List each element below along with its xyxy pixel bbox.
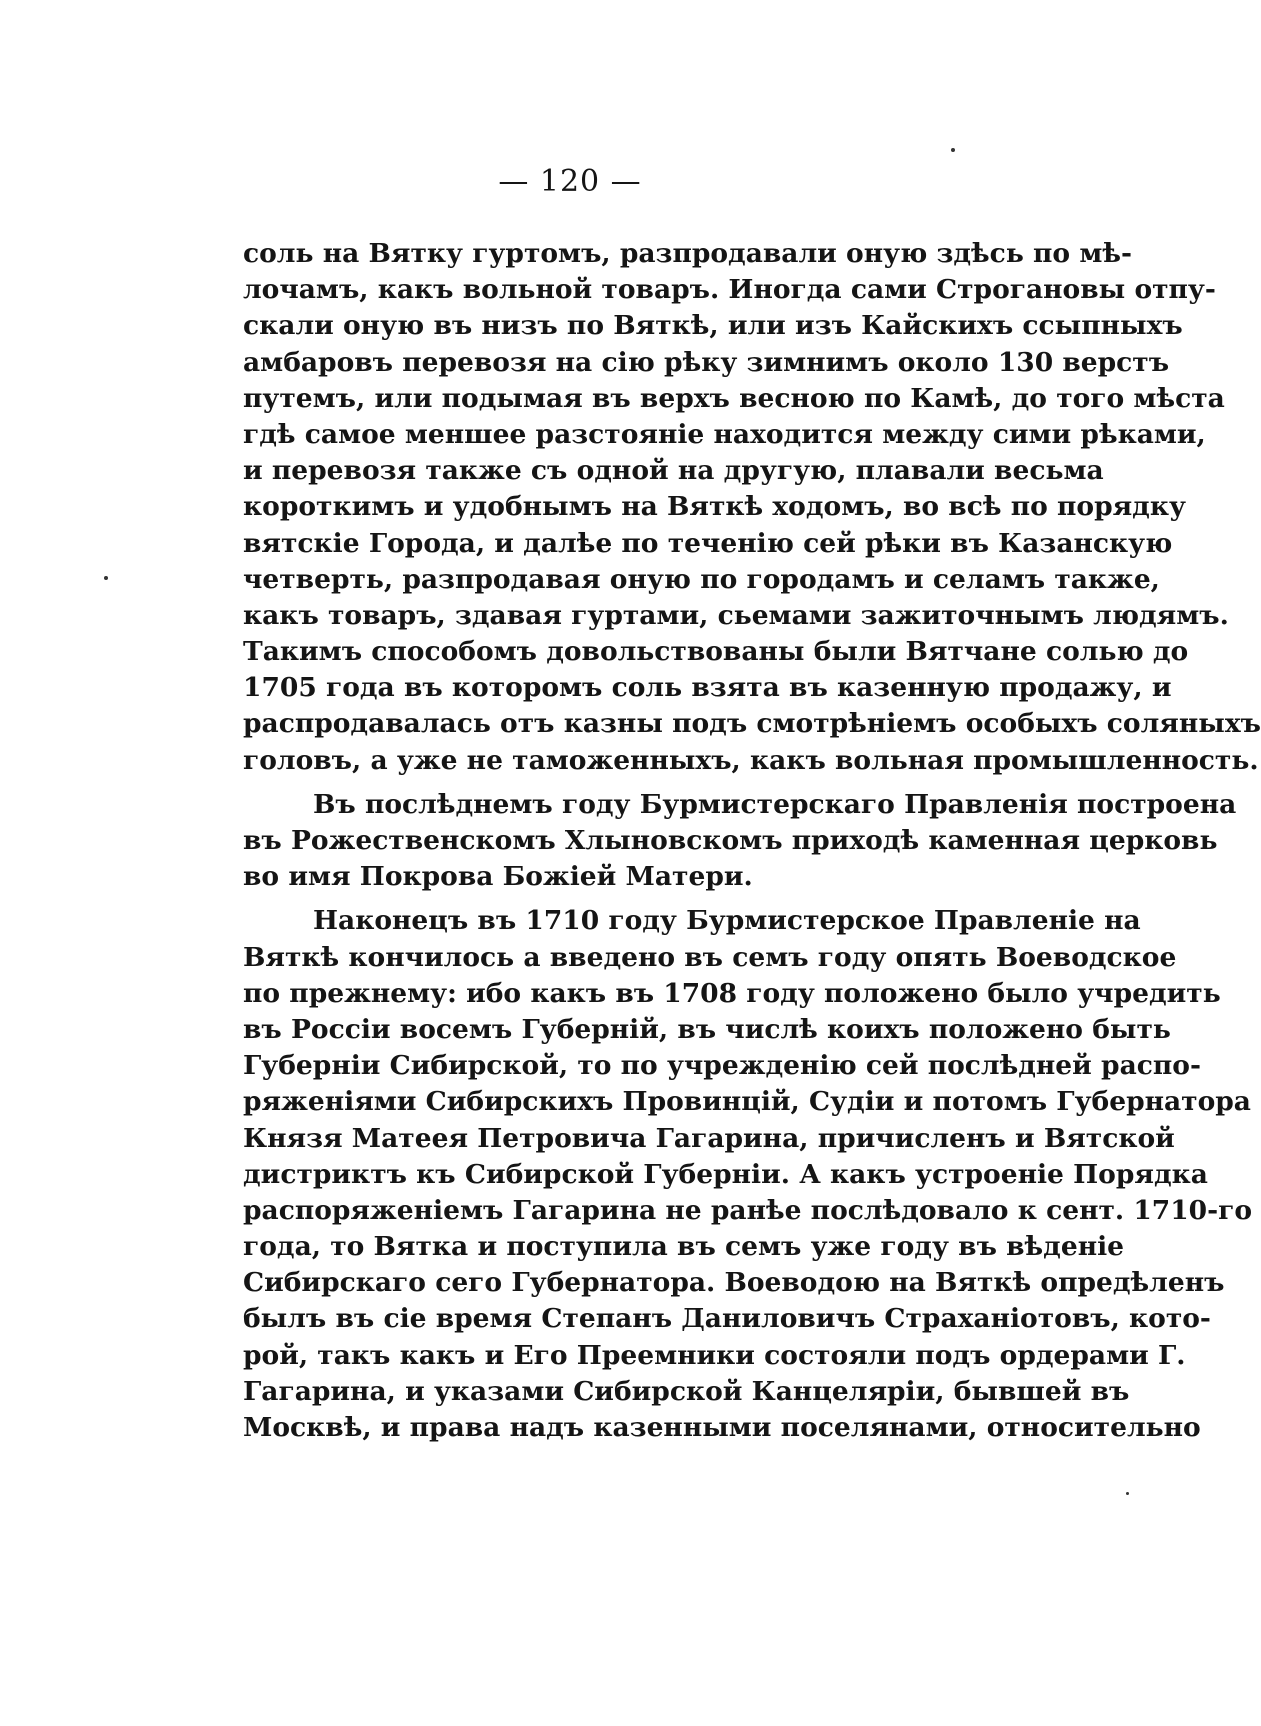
text-line: вятскіе Города, и далѣе по теченію сей рѣки въ Казанскую — [243, 527, 1173, 559]
text-line: распродавалась отъ казны подъ смотрѣніемъ особыхъ соляныхъ — [243, 708, 1261, 740]
text-line: Гагарина, и указами Сибирской Канцеляріи, бывшей въ — [243, 1375, 1130, 1407]
text-line: и перевозя также съ одной на другую, плавали весьма — [243, 455, 1104, 487]
text-line: въ Россіи восемъ Губерній, въ числѣ коихъ положено быть — [243, 1013, 1171, 1045]
text-line: амбаровъ перевозя на сію рѣку зимнимъ около 130 верстъ — [243, 346, 1170, 378]
text-line: гдѣ самое меншее разстояніе находится между сими рѣками, — [243, 418, 1206, 450]
text-line: дистриктъ къ Сибирской Губерніи. А какъ устроеніе Порядка — [243, 1158, 1208, 1190]
text-line: соль на Вятку гуртомъ, разпродавали оную здѣсь по мѣ- — [243, 238, 1132, 269]
text-line: распоряженіемъ Гагарина не ранѣе послѣдовало к сент. 1710-го — [243, 1194, 1253, 1226]
text-line: скали оную въ низъ по Вяткѣ, или изъ Кайскихъ ссыпныхъ — [243, 310, 1183, 342]
text-line: короткимъ и удобнымъ на Вяткѣ ходомъ, во всѣ по порядку — [243, 491, 1186, 523]
text-line: лочамъ, какъ вольной товаръ. Иногда сами Строгановы отпу- — [243, 274, 1216, 306]
text-line: какъ товаръ, здавая гуртами, сьемами зажиточнымъ людямъ. — [243, 599, 1229, 631]
text-line: 1705 года въ которомъ соль взята въ казенную продажу, и — [243, 672, 1172, 704]
text-line: Москвѣ, и права надъ казенными поселянами, относительно — [243, 1412, 1201, 1443]
text-line: во имя Покрова Божіей Матери. — [243, 861, 753, 893]
paragraph — [243, 903, 1253, 1446]
text-line: Губерніи Сибирской, то по учрежденію сей послѣдней распо- — [243, 1050, 1201, 1082]
paragraph — [243, 236, 1261, 779]
body-text — [243, 236, 1261, 1446]
text-line: Вяткѣ кончилось а введено въ семъ году опять Воеводское — [243, 941, 1177, 973]
text-line: по прежнему: ибо какъ въ 1708 году положено было учредить — [243, 977, 1221, 1009]
text-line: Въ послѣднемъ году Бурмистерскаго Правленія построена — [313, 788, 1237, 820]
print-speck — [1126, 1492, 1129, 1495]
text-line: въ Рожественскомъ Хлыновскомъ приходѣ каменная церковь — [243, 825, 1218, 856]
text-line: Сибирскаго сего Губернатора. Воеводою на Вяткѣ опредѣленъ — [243, 1267, 1225, 1299]
text-line: Такимъ способомъ довольствованы были Вятчане солью до — [243, 636, 1189, 668]
text-line: былъ въ сіе время Степанъ Даниловичъ Страханіотовъ, кото- — [243, 1303, 1211, 1335]
print-speck — [951, 148, 955, 152]
text-line: Князя Матеея Петровича Гагарина, причисленъ и Вятской — [243, 1122, 1175, 1154]
text-line: рой, такъ какъ и Его Преемники состояли подъ ордерами Г. — [243, 1339, 1186, 1371]
text-line: Наконецъ въ 1710 году Бурмистерское Правленіе на — [313, 905, 1141, 937]
text-line: головъ, а уже не таможенныхъ, какъ вольная промышленность. — [243, 744, 1259, 776]
print-speck — [104, 576, 108, 580]
text-line: года, то Вятка и поступила въ семъ уже году въ вѣденіе — [243, 1231, 1125, 1263]
text-line: путемъ, или подымая въ верхъ весною по Камѣ, до того мѣста — [243, 382, 1225, 414]
text-line: ряженіями Сибирскихъ Провинцій, Судіи и потомъ Губернатора — [243, 1086, 1251, 1118]
page-number: — 120 — — [498, 164, 642, 199]
paragraph — [243, 787, 1237, 896]
text-line: четверть, разпродавая оную по городамъ и селамъ также, — [243, 563, 1160, 595]
